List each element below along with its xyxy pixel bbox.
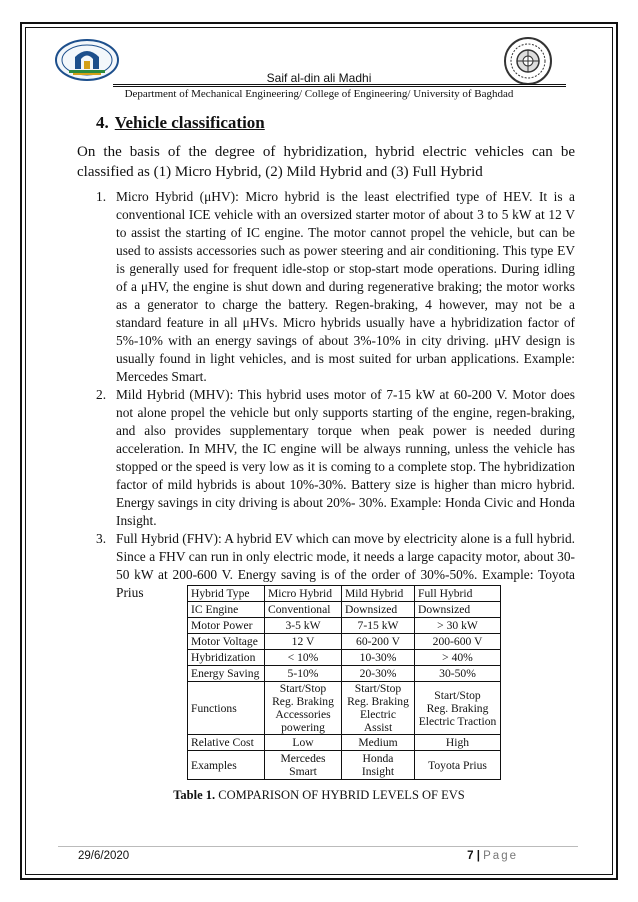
page-indicator <box>467 850 518 862</box>
table-cell: 200-600 V <box>415 634 501 650</box>
table-cell: < 10% <box>265 650 342 666</box>
row-label: Relative Cost <box>188 735 265 751</box>
table-cell: > 30 kW <box>415 618 501 634</box>
row-label: Motor Voltage <box>188 634 265 650</box>
row-label: Motor Power <box>188 618 265 634</box>
row-label: Functions <box>188 682 265 735</box>
table-cell: > 40% <box>415 650 501 666</box>
page-word: Page <box>483 850 518 862</box>
table-cell: 30-50% <box>415 666 501 682</box>
table-cell: Downsized <box>342 602 415 618</box>
table-cell: Honda Insight <box>342 751 415 780</box>
table-cell: 10-30% <box>342 650 415 666</box>
footer-date: 29/6/2020 <box>78 850 130 862</box>
table-cell: Low <box>265 735 342 751</box>
table-cell: 7-15 kW <box>342 618 415 634</box>
column-header: Mild Hybrid <box>342 586 415 602</box>
list-item <box>96 386 575 530</box>
list-item-number: 3. <box>96 531 107 546</box>
section-heading <box>96 113 265 133</box>
table-cell: 3-5 kW <box>265 618 342 634</box>
table-caption <box>0 788 638 803</box>
caption-label: Table 1. <box>173 788 216 802</box>
section-title: Vehicle classification <box>114 113 265 132</box>
comparison-table <box>187 585 501 780</box>
table-row <box>188 735 501 751</box>
table-row <box>188 602 501 618</box>
table-cell: Toyota Prius <box>415 751 501 780</box>
table-row <box>188 666 501 682</box>
table-cell: Start/Stop Reg. Braking Electric Assist <box>342 682 415 735</box>
section-number: 4. <box>96 113 109 132</box>
caption-text: COMPARISON OF HYBRID LEVELS OF EVS <box>215 788 465 802</box>
list-item-text: Mild Hybrid (MHV): This hybrid uses motor of 7-15 kW at 60-200 V. Motor does not alone propel the vehicle but only supports starting of the engine, regen-braking, and also provides supplementary torque when peak power is needed during acceleration. In MHV, the IC engine will be always running, unless the vehicle has stopped or the speed is very low as it is coming to a complete stop. The hybridization factor of mild hybrids is about 10%-30%. Battery size is higher than micro hybrid. Energy savings in city driving is about 20%- 30%. Example: Honda Civic and Honda Insight. <box>116 387 575 528</box>
page-separator: | <box>473 850 484 862</box>
table-cell: Mercedes Smart <box>265 751 342 780</box>
row-label: Energy Saving <box>188 666 265 682</box>
table-row <box>188 634 501 650</box>
author-name: Saif al-din ali Madhi <box>266 71 372 85</box>
header-rule <box>113 86 566 87</box>
table-cell: Medium <box>342 735 415 751</box>
row-label: Hybridization <box>188 650 265 666</box>
list-item-text: Full Hybrid (FHV): A hybrid EV which can move by electricity alone is a full hybrid. Since a FHV can run in only electric mode, it needs a large capacity motor, about 30-50 kW at 200-600 V. Energy saving is of the order of 30%-50%. Example: Toyota Prius <box>116 531 575 600</box>
table-cell: Start/Stop Reg. Braking Accessories powering <box>265 682 342 735</box>
table-row <box>188 650 501 666</box>
list-item-number: 1. <box>96 189 107 204</box>
list-item-text: Micro Hybrid (μHV): Micro hybrid is the least electrified type of HEV. It is a conventional ICE vehicle with an oversized starter motor of about 3 to 5 kW at 12 V to assist the starting of IC engine. The motor cannot propel the vehicle, but can be used to assists accessories such as power steering and air conditioning. This type EV is generally used for frequent idle-stop or stop-start mode operations. During idling of a μHV, the engine is shut down and during regenerative braking; the motor works as a generator to charge the battery. Regen-braking, 4 however, may not be a standard feature in all μHVs. Micro hybrids usually have a hybridization factor of 5%-10% with an energy savings of about 3%-10% in city driving. μHV design is usually found in light vehicles, and is most suited for urban applications. Example: Mercedes Smart. <box>116 189 575 384</box>
table-row <box>188 618 501 634</box>
table-cell: High <box>415 735 501 751</box>
table-cell: 20-30% <box>342 666 415 682</box>
table-row <box>188 682 501 735</box>
row-label: Examples <box>188 751 265 780</box>
column-header: Micro Hybrid <box>265 586 342 602</box>
column-header: Full Hybrid <box>415 586 501 602</box>
table-header-row <box>188 586 501 602</box>
column-header: Hybrid Type <box>188 586 265 602</box>
table-cell: 60-200 V <box>342 634 415 650</box>
table-cell: Downsized <box>415 602 501 618</box>
header-rule <box>113 84 566 85</box>
page-number: 7 <box>467 850 474 862</box>
table-cell: Start/Stop Reg. Braking Electric Traction <box>415 682 501 735</box>
classification-list <box>96 188 575 602</box>
table-row <box>188 751 501 780</box>
department-line: Department of Mechanical Engineering/ College of Engineering/ University of Baghdad <box>124 88 514 100</box>
row-label: IC Engine <box>188 602 265 618</box>
table-cell: 5-10% <box>265 666 342 682</box>
footer-rule <box>58 846 578 847</box>
intro-paragraph: On the basis of the degree of hybridization, hybrid electric vehicles can be classified as (1) Micro Hybrid, (2) Mild Hybrid and (3) Full Hybrid <box>77 144 575 180</box>
table-cell: 12 V <box>265 634 342 650</box>
list-item <box>96 188 575 386</box>
table-cell: Conventional <box>265 602 342 618</box>
list-item-number: 2. <box>96 387 107 402</box>
